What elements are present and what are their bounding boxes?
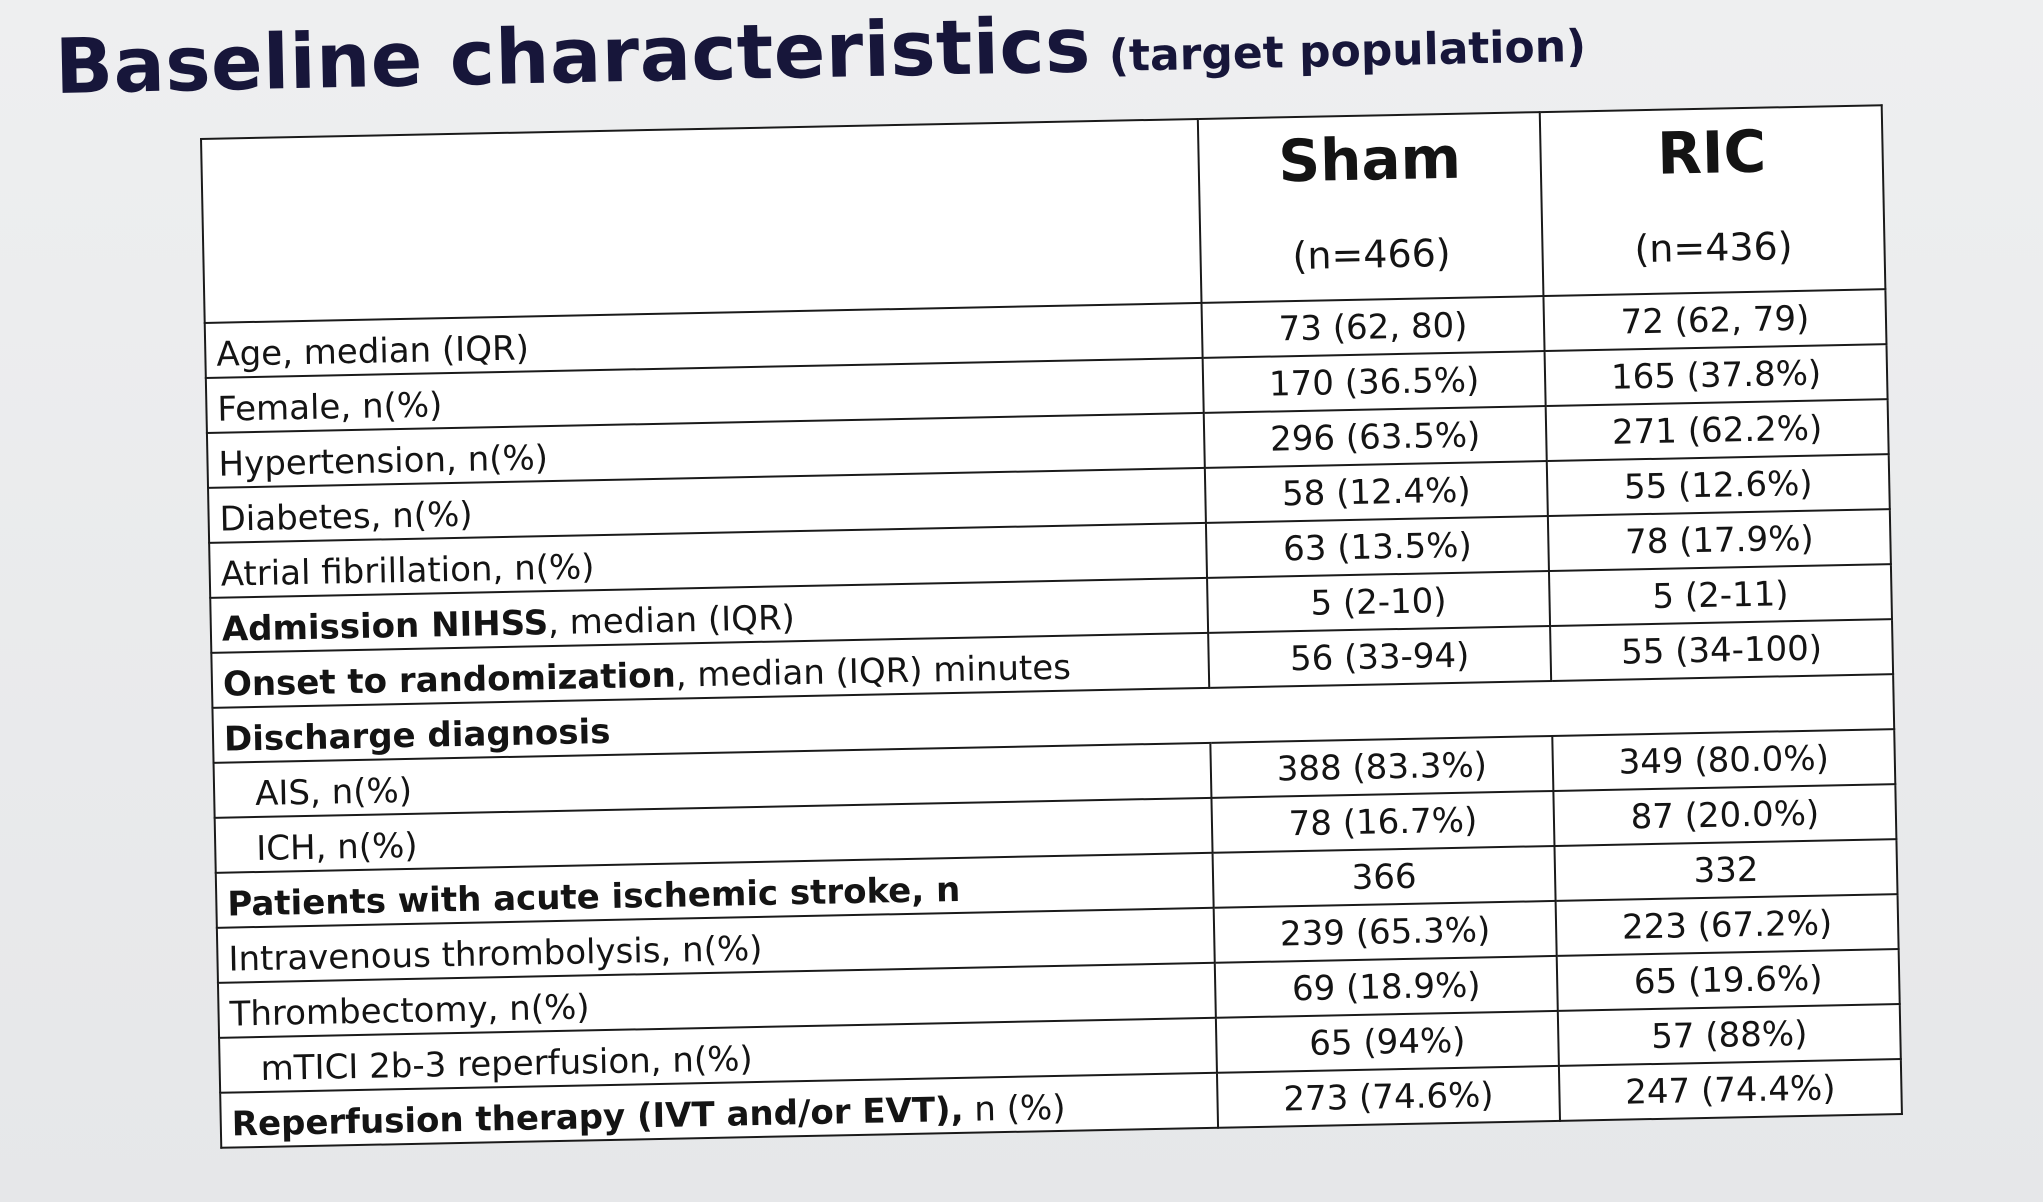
- section-label: Discharge diagnosis: [212, 688, 1210, 763]
- cell-sham: 170 (36.5%): [1203, 351, 1546, 413]
- row-label: Female, n(%): [206, 358, 1204, 433]
- cell-ric: 55 (12.6%): [1547, 454, 1890, 516]
- cell-sham: 63 (13.5%): [1206, 516, 1549, 578]
- group-name-ric: RIC: [1656, 117, 1767, 188]
- cell-sham: 69 (18.9%): [1215, 956, 1558, 1018]
- cell-ric: 87 (20.0%): [1553, 784, 1896, 846]
- row-label: Reperfusion therapy (IVT and/or EVT), n (%): [220, 1073, 1218, 1148]
- baseline-characteristics-table: [200, 104, 1903, 1149]
- group-n-ric: (n=436): [1634, 224, 1793, 272]
- slide-title: Baseline characteristics: [54, 0, 1092, 112]
- cell-ric: 223 (67.2%): [1556, 894, 1899, 956]
- table-header-row: [201, 105, 1885, 323]
- row-label: ICH, n(%): [215, 798, 1213, 873]
- header-empty-cell: [201, 119, 1201, 323]
- row-label: Onset to randomization, median (IQR) minutes: [211, 633, 1209, 708]
- row-label: Admission NIHSS, median (IQR): [210, 578, 1208, 653]
- cell-sham: 239 (65.3%): [1214, 901, 1557, 963]
- header-ric: [1540, 105, 1886, 296]
- group-n-sham: (n=466): [1292, 230, 1452, 279]
- cell-sham: 366: [1213, 846, 1556, 908]
- cell-sham: 73 (62, 80): [1202, 296, 1545, 358]
- slide-subtitle: (target population): [1108, 20, 1587, 82]
- row-label: Intravenous thrombolysis, n(%): [217, 908, 1215, 983]
- header-sham: [1198, 112, 1544, 303]
- cell-ric: 5 (2-11): [1549, 564, 1892, 626]
- cell-sham: 296 (63.5%): [1204, 406, 1547, 468]
- slide-title-block: [54, 0, 1587, 111]
- cell-ric: 72 (62, 79): [1543, 289, 1886, 351]
- cell-ric: 57 (88%): [1558, 1004, 1901, 1066]
- group-name-sham: Sham: [1277, 123, 1462, 196]
- row-label: Age, median (IQR): [205, 303, 1203, 378]
- cell-sham: 388 (83.3%): [1210, 736, 1553, 798]
- row-label: mTICI 2b-3 reperfusion, n(%): [219, 1018, 1217, 1093]
- cell-ric: 55 (34-100): [1550, 619, 1893, 681]
- row-label: Diabetes, n(%): [208, 468, 1206, 543]
- cell-sham: 65 (94%): [1216, 1011, 1559, 1073]
- row-label: Hypertension, n(%): [207, 413, 1205, 488]
- cell-ric: 247 (74.4%): [1559, 1059, 1902, 1121]
- cell-sham: 56 (33-94): [1208, 626, 1551, 688]
- baseline-table-container: [200, 104, 1903, 1149]
- row-label: AIS, n(%): [214, 743, 1212, 818]
- row-label: Thrombectomy, n(%): [218, 963, 1216, 1038]
- cell-sham: 273 (74.6%): [1217, 1066, 1560, 1128]
- cell-sham: 78 (16.7%): [1211, 791, 1554, 853]
- cell-ric: 332: [1554, 839, 1897, 901]
- cell-ric: 78 (17.9%): [1548, 509, 1891, 571]
- cell-sham: 5 (2-10): [1207, 571, 1550, 633]
- row-label: Atrial fibrillation, n(%): [209, 523, 1207, 598]
- row-label: Patients with acute ischemic stroke, n: [216, 853, 1214, 928]
- cell-sham: 58 (12.4%): [1205, 461, 1548, 523]
- cell-ric: 65 (19.6%): [1557, 949, 1900, 1011]
- cell-ric: 349 (80.0%): [1552, 729, 1895, 791]
- cell-ric: 271 (62.2%): [1546, 399, 1889, 461]
- cell-ric: 165 (37.8%): [1545, 344, 1888, 406]
